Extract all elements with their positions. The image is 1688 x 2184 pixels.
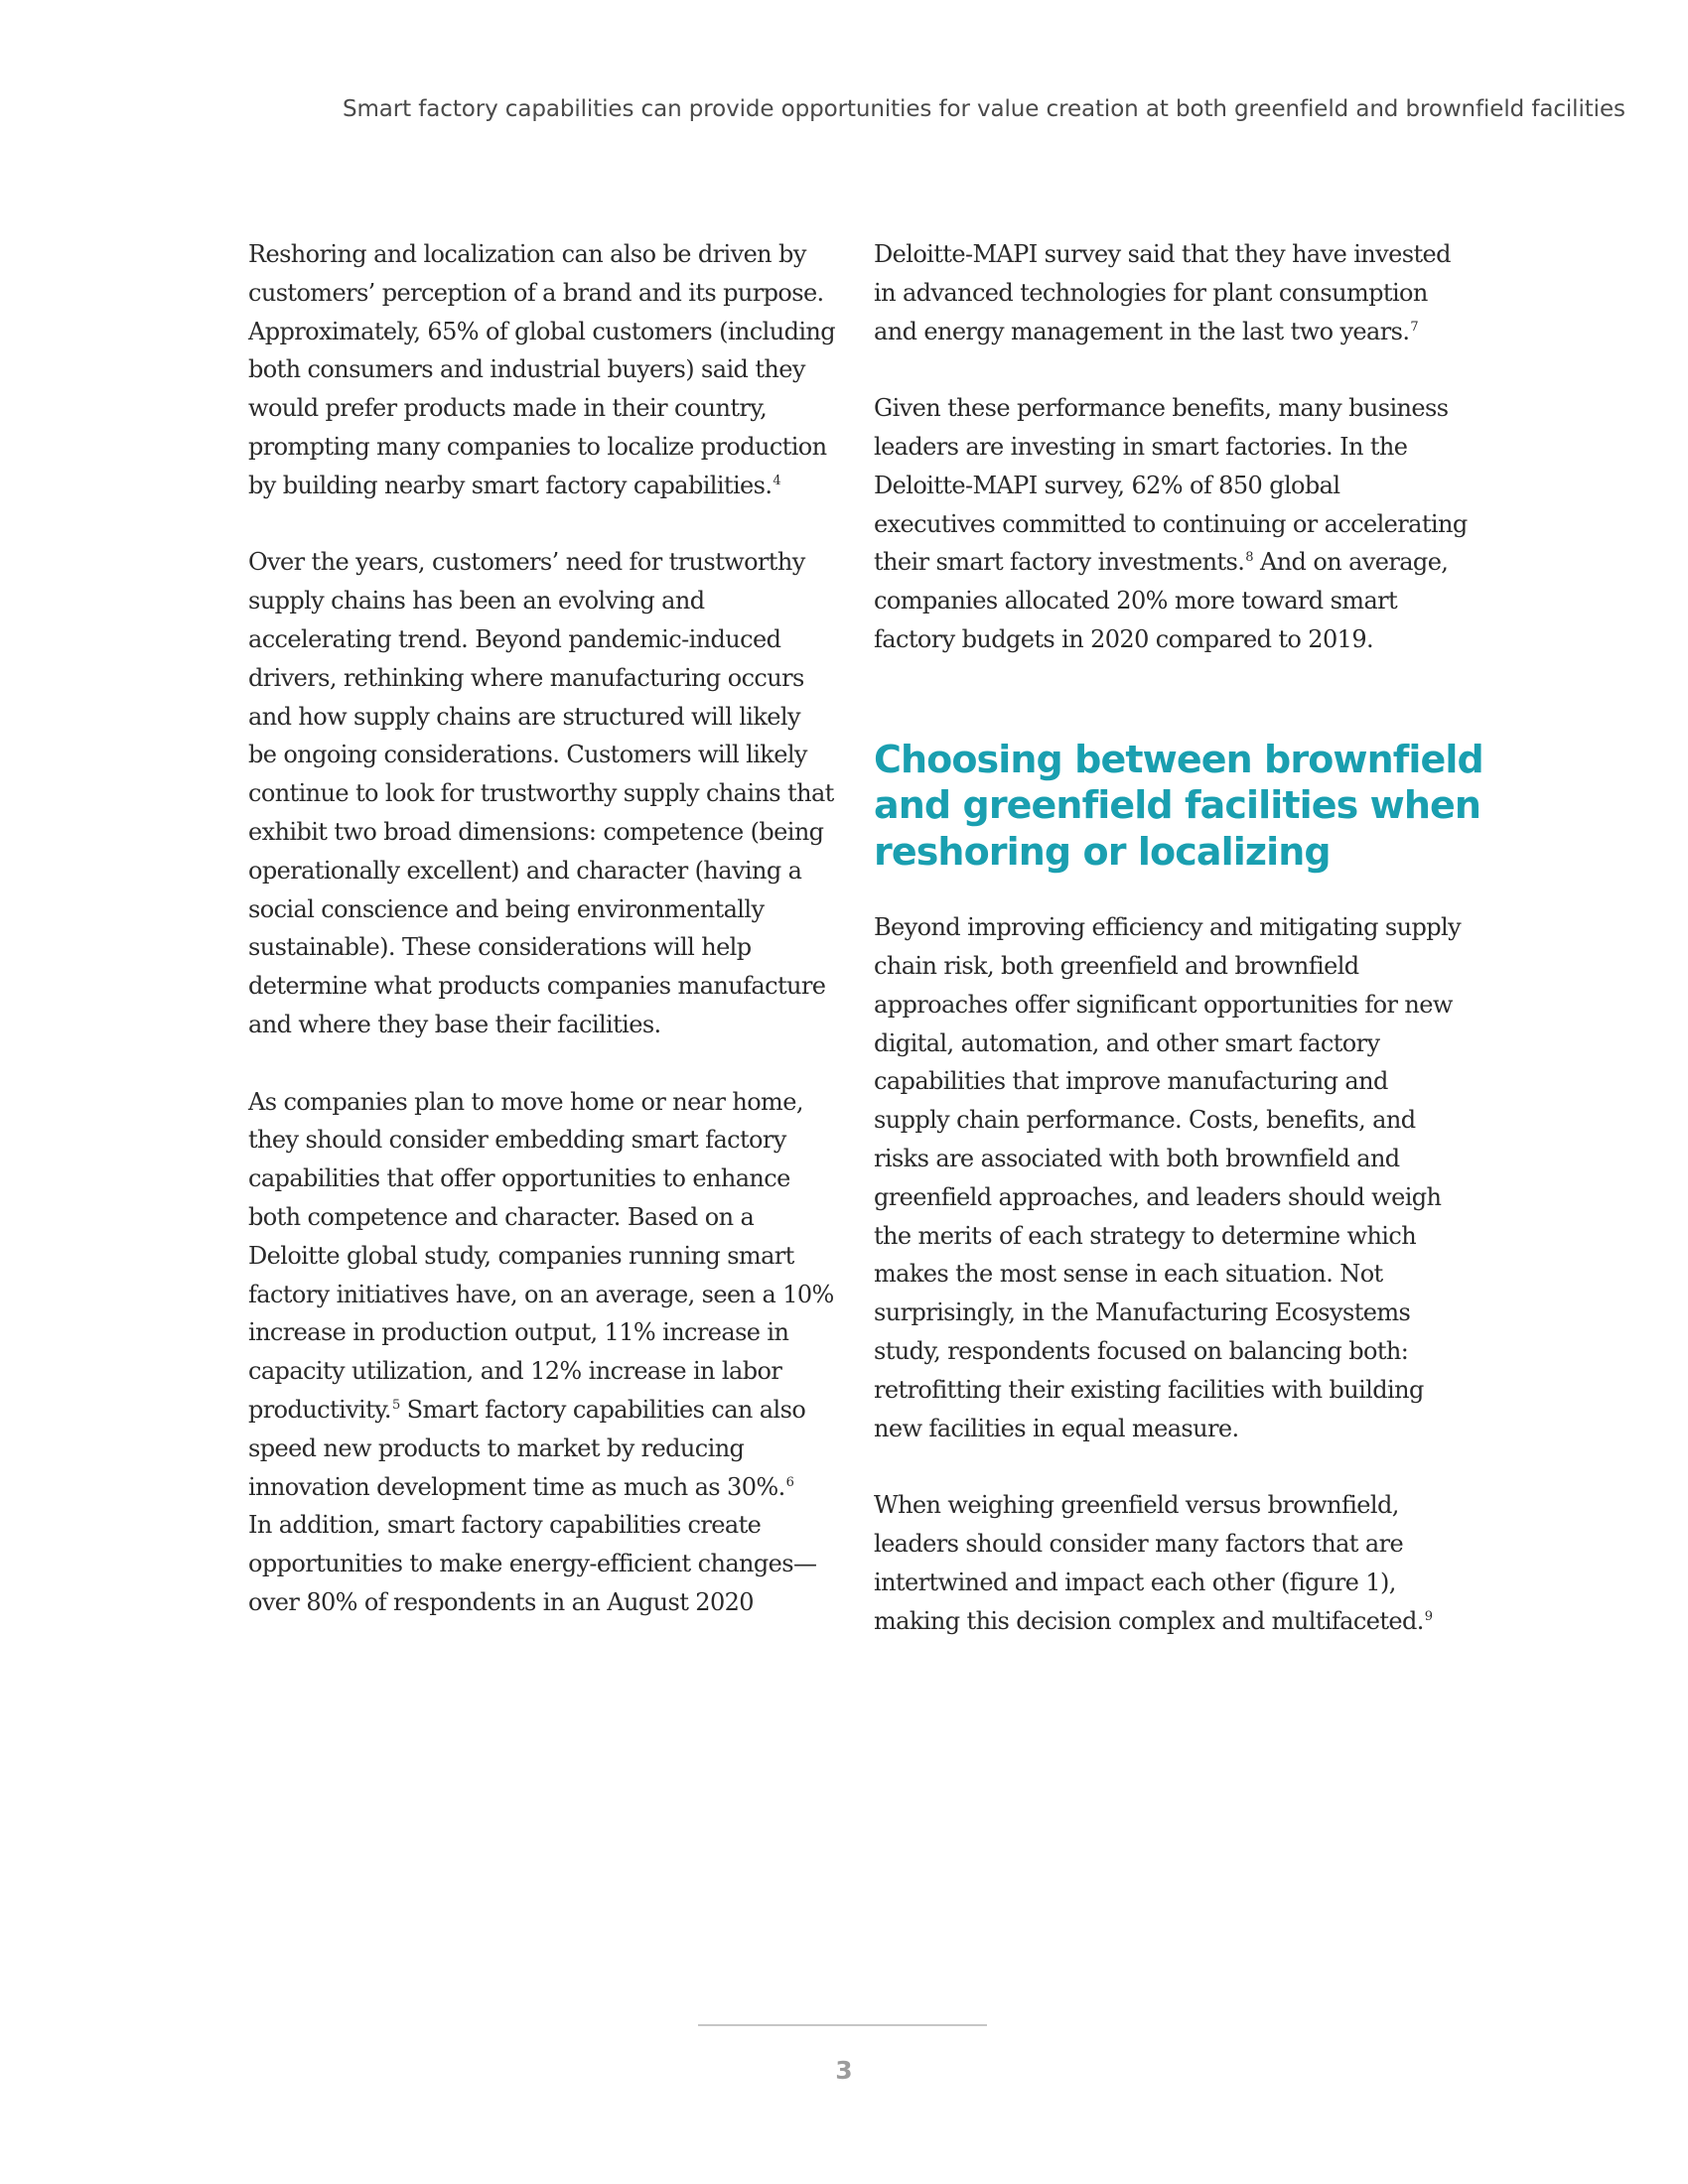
text-line: they should consider embedding smart factory	[248, 1126, 786, 1155]
paragraph-mapi-survey	[874, 235, 1460, 350]
text-line: supply chain performance. Costs, benefits, and	[874, 1106, 1416, 1135]
text-line: In addition, smart factory capabilities create	[248, 1511, 762, 1540]
text-line: As companies plan to move home or near home,	[248, 1087, 803, 1116]
text-line	[248, 1391, 834, 1430]
text-line: companies allocated 20% more toward smart	[874, 587, 1398, 615]
footnote-ref-9[interactable]: 9	[1424, 1608, 1433, 1624]
text-line: be ongoing considerations. Customers will likely	[248, 741, 807, 769]
text-run: making this decision complex and multifaceted.	[874, 1606, 1424, 1635]
text-line: capabilities that improve manufacturing and	[874, 1067, 1388, 1096]
text-line: operationally excellent) and character (having a	[248, 856, 802, 885]
text-line: Given these performance benefits, many business	[874, 394, 1449, 423]
footnote-ref-7[interactable]: 7	[1410, 319, 1419, 335]
text-line: social conscience and being environmentally	[248, 894, 765, 923]
footnote-ref-5[interactable]: 5	[391, 1397, 400, 1413]
text-line: approaches offer significant opportunities for new	[874, 990, 1453, 1019]
text-line: capabilities that offer opportunities to enhance	[248, 1164, 790, 1193]
text-line: risks are associated with both brownfield and	[874, 1145, 1400, 1173]
footnote-ref-6[interactable]: 6	[785, 1474, 794, 1490]
text-line: customers’ perception of a brand and its purpose.	[248, 278, 824, 307]
text-line: Deloitte global study, companies running smart	[248, 1241, 794, 1270]
text-line: both competence and character. Based on a	[248, 1202, 755, 1231]
text-run: by building nearby smart factory capabilities.	[248, 471, 773, 499]
text-line: both consumers and industrial buyers) said they	[248, 355, 805, 384]
paragraph-smart-factory-benefits	[248, 1083, 834, 1622]
text-run: their smart factory investments.	[874, 548, 1245, 577]
paragraph-greenfield-brownfield	[874, 908, 1460, 1447]
text-line: accelerating trend. Beyond pandemic-induced	[248, 624, 781, 653]
heading-line: reshoring or localizing	[874, 829, 1331, 874]
text-line: factory budgets in 2020 compared to 2019.	[874, 624, 1374, 653]
text-line: and how supply chains are structured will likely	[248, 702, 800, 731]
heading-line: Choosing between brownfield	[874, 737, 1483, 781]
text-line: surprisingly, in the Manufacturing Ecosystems	[874, 1298, 1411, 1327]
text-line: study, respondents focused on balancing both:	[874, 1337, 1409, 1366]
text-line: the merits of each strategy to determine which	[874, 1221, 1417, 1250]
text-line: new facilities in equal measure.	[874, 1414, 1239, 1442]
text-line: Approximately, 65% of global customers (including	[248, 317, 836, 345]
text-line	[248, 1468, 834, 1507]
text-line	[874, 1602, 1460, 1641]
text-line: When weighing greenfield versus brownfield,	[874, 1491, 1399, 1520]
text-line: continue to look for trustworthy supply chains that	[248, 779, 834, 808]
paragraph-trustworthy-supply-chains	[248, 543, 834, 1043]
footer-divider	[698, 2024, 987, 2026]
text-line: retrofitting their existing facilities with building	[874, 1375, 1424, 1404]
text-line: in advanced technologies for plant consumption	[874, 278, 1428, 307]
text-line: factory initiatives have, on an average, seen a 10%	[248, 1280, 834, 1308]
heading-line: and greenfield facilities when	[874, 783, 1481, 828]
text-line: and where they base their facilities.	[248, 1010, 661, 1038]
text-line: prompting many companies to localize production	[248, 432, 827, 461]
text-run: innovation development time as much as 30%.	[248, 1472, 785, 1501]
paragraph-reshoring-drivers	[248, 235, 834, 505]
text-line: capacity utilization, and 12% increase in labor	[248, 1357, 782, 1386]
text-line: Deloitte-MAPI survey, 62% of 850 global	[874, 471, 1340, 499]
text-line: exhibit two broad dimensions: competence (being	[248, 817, 824, 846]
text-line: Reshoring and localization can also be driven by	[248, 240, 806, 268]
text-line: determine what products companies manufacture	[248, 972, 826, 1001]
text-line: leaders should consider many factors that are	[874, 1530, 1404, 1559]
text-line	[874, 543, 1460, 582]
text-line: over 80% of respondents in an August 2020	[248, 1587, 754, 1616]
text-line: opportunities to make energy-efficient changes—	[248, 1550, 817, 1578]
text-line: speed new products to market by reducing	[248, 1433, 745, 1462]
text-line: Deloitte-MAPI survey said that they have invested	[874, 240, 1451, 268]
paragraph-weighing-factors	[874, 1486, 1460, 1640]
text-line: leaders are investing in smart factories. In the	[874, 432, 1408, 461]
text-line: drivers, rethinking where manufacturing occurs	[248, 663, 804, 692]
text-line: increase in production output, 11% increase in	[248, 1318, 789, 1347]
text-run: productivity.	[248, 1395, 391, 1424]
text-line: makes the most sense in each situation. Not	[874, 1260, 1383, 1289]
text-line: executives committed to continuing or accelerating	[874, 509, 1468, 538]
text-run: and energy management in the last two years.	[874, 317, 1410, 345]
left-column	[248, 235, 834, 1622]
page-number: 3	[835, 2056, 853, 2085]
footnote-ref-8[interactable]: 8	[1245, 550, 1253, 566]
right-column	[874, 235, 1483, 1640]
text-run: Smart factory capabilities can also	[399, 1395, 806, 1424]
text-line: would prefer products made in their country,	[248, 394, 768, 423]
paragraph-investment	[874, 389, 1468, 659]
text-line: intertwined and impact each other (figure 1),	[874, 1568, 1396, 1596]
running-header: Smart factory capabilities can provide opportunities for value creation at both greenfield and brownfield facilities	[343, 96, 1625, 122]
footnote-ref-4[interactable]: 4	[773, 473, 781, 488]
text-line	[874, 313, 1460, 351]
text-line: chain risk, both greenfield and brownfield	[874, 952, 1359, 981]
text-line	[248, 467, 834, 505]
text-line: sustainable). These considerations will help	[248, 933, 752, 962]
section-heading	[874, 737, 1483, 876]
text-line: greenfield approaches, and leaders should weigh	[874, 1182, 1442, 1211]
text-line: Over the years, customers’ need for trustworthy	[248, 548, 805, 577]
text-line: supply chains has been an evolving and	[248, 587, 705, 615]
text-line: digital, automation, and other smart factory	[874, 1028, 1380, 1057]
text-run: And on average,	[1252, 548, 1449, 577]
text-line: Beyond improving efficiency and mitigating supply	[874, 913, 1462, 942]
